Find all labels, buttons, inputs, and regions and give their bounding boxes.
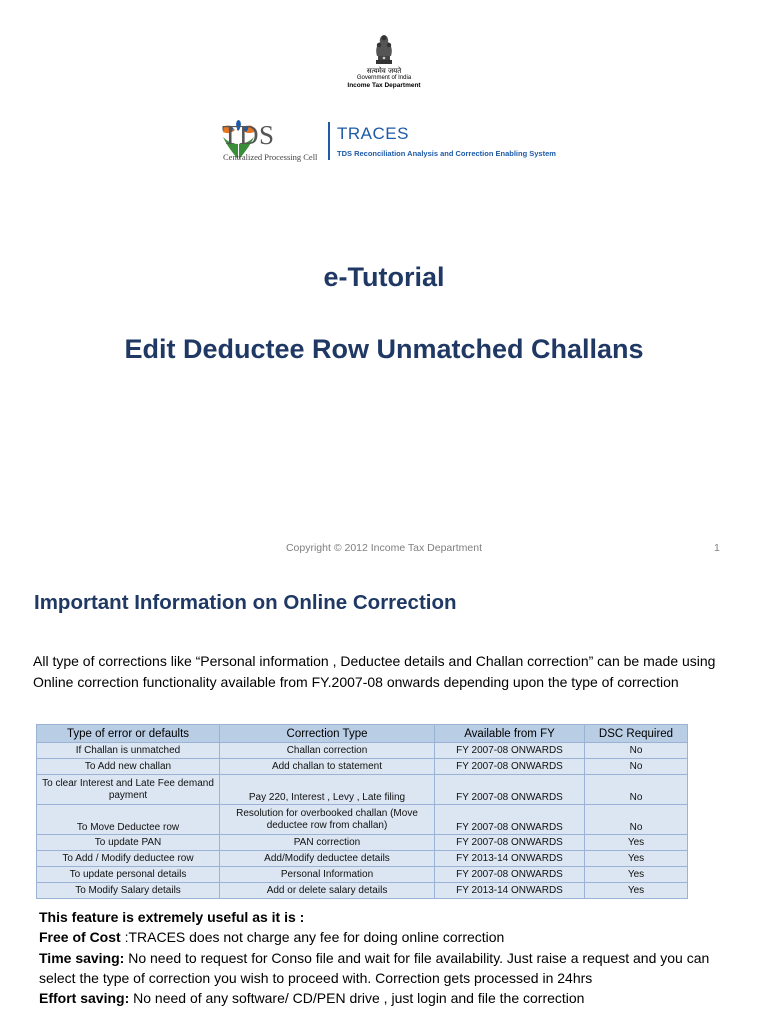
slide-title: Edit Deductee Row Unmatched Challans xyxy=(124,334,644,364)
column-header: DSC Required xyxy=(585,725,688,743)
table-cell: If Challan is unmatched xyxy=(37,743,220,759)
table-row xyxy=(37,867,688,883)
table-cell: To Add / Modify deductee row xyxy=(37,851,220,867)
table-cell: FY 2007-08 ONWARDS xyxy=(435,835,585,851)
tds-logo-subtitle: Centralized Processing Cell xyxy=(223,152,318,162)
table-cell: To clear Interest and Late Fee demand payment xyxy=(37,775,220,805)
table-cell: To Add new challan xyxy=(37,759,220,775)
table-cell: PAN correction xyxy=(220,835,435,851)
table-cell: No xyxy=(585,743,688,759)
feature-item-free-of-cost: Free of Cost :TRACES does not charge any fee for doing online correction xyxy=(39,929,505,946)
table-cell: Yes xyxy=(585,851,688,867)
table-cell: To update PAN xyxy=(37,835,220,851)
table-cell: Add challan to statement xyxy=(220,759,435,775)
table-row xyxy=(37,835,688,851)
table-header-row xyxy=(37,725,688,743)
table-cell: To Move Deductee row xyxy=(37,805,220,835)
intro-paragraph: All type of corrections like “Personal information , Deductee details and Challan correction” can be made using Online correction functionality available from FY.2007-08 onwards depending upon the type of correction xyxy=(33,653,716,690)
table-row xyxy=(37,775,688,805)
table-cell: Add or delete salary details xyxy=(220,883,435,899)
section-title: Important Information on Online Correction xyxy=(34,591,457,614)
table-cell: Personal Information xyxy=(220,867,435,883)
table-row xyxy=(37,759,688,775)
table-cell: Resolution for overbooked challan (Move deductee row from challan) xyxy=(220,805,435,835)
tds-logo-text: TDS xyxy=(222,120,275,150)
table-cell: Yes xyxy=(585,835,688,851)
govt-emblem-logo xyxy=(328,30,440,100)
page-number: 1 xyxy=(714,542,720,554)
traces-logo-text: TRACES xyxy=(337,124,409,143)
column-header: Correction Type xyxy=(220,725,435,743)
table-cell: Add/Modify deductee details xyxy=(220,851,435,867)
table-cell: FY 2007-08 ONWARDS xyxy=(435,743,585,759)
emblem-govt-of-india: Government of India xyxy=(356,75,412,81)
copyright-footer: Copyright © 2012 Income Tax Department xyxy=(285,542,483,554)
ashoka-emblem-icon xyxy=(371,32,397,66)
table-cell: FY 2013-14 ONWARDS xyxy=(435,851,585,867)
table-cell: FY 2007-08 ONWARDS xyxy=(435,805,585,835)
feature-heading: This feature is extremely useful as it is : xyxy=(39,909,305,925)
table-cell: Challan correction xyxy=(220,743,435,759)
table-cell: FY 2007-08 ONWARDS xyxy=(435,867,585,883)
emblem-motto: सत्यमेव जयते xyxy=(366,67,402,75)
traces-logo-subtitle: TDS Reconciliation Analysis and Correction Enabling System xyxy=(337,149,556,158)
table-cell: No xyxy=(585,805,688,835)
column-header: Available from FY xyxy=(435,725,585,743)
table-cell: Pay 220, Interest , Levy , Late filing xyxy=(220,775,435,805)
feature-item-time-saving: Time saving: No need to request for Conso file and wait for file availability. Just raise a request and you can select the type of correction you wish to proceed with. Correction gets processed in 24hrs xyxy=(39,949,710,986)
feature-item-effort-saving: Effort saving: No need of any software/ CD/PEN drive , just login and file the correction xyxy=(39,990,585,1007)
table-row xyxy=(37,805,688,835)
column-header: Type of error or defaults xyxy=(37,725,220,743)
table-row xyxy=(37,851,688,867)
table-cell: FY 2007-08 ONWARDS xyxy=(435,775,585,805)
emblem-income-tax-department: Income Tax Department xyxy=(347,82,421,89)
table-cell: Yes xyxy=(585,883,688,899)
table-cell: To update personal details xyxy=(37,867,220,883)
slide-heading: e-Tutorial xyxy=(323,262,445,292)
table-row xyxy=(37,883,688,899)
table-row xyxy=(37,743,688,759)
table-cell: To Modify Salary details xyxy=(37,883,220,899)
correction-types-table xyxy=(36,724,688,899)
logo-divider xyxy=(328,122,330,160)
table-cell: No xyxy=(585,759,688,775)
table-cell: FY 2013-14 ONWARDS xyxy=(435,883,585,899)
table-cell: FY 2007-08 ONWARDS xyxy=(435,759,585,775)
table-cell: Yes xyxy=(585,867,688,883)
table-cell: No xyxy=(585,775,688,805)
feature-list xyxy=(39,907,719,1008)
